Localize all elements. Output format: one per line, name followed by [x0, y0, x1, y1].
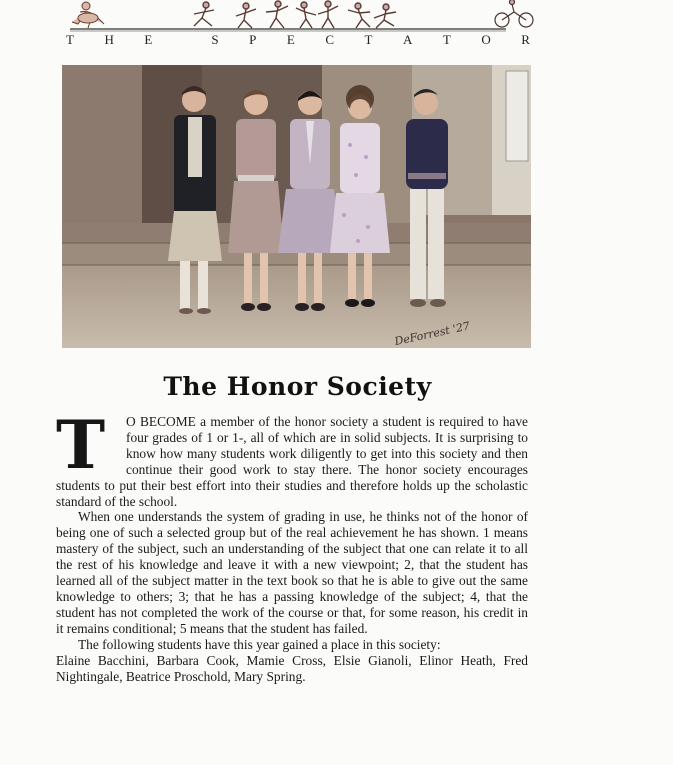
athlete-figures — [194, 1, 396, 28]
masthead-letter: P — [249, 32, 259, 47]
masthead-letter: H — [104, 32, 116, 47]
runner-left-figure — [72, 2, 104, 28]
article-title: The Honor Society — [163, 372, 432, 401]
masthead-letter: E — [286, 32, 297, 47]
group-photo — [62, 65, 531, 348]
page-header — [66, 0, 536, 56]
masthead-letter: A — [402, 32, 415, 47]
drop-cap: T — [56, 406, 106, 484]
masthead-letter: R — [521, 32, 532, 47]
masthead — [66, 32, 532, 48]
masthead-letter: T — [442, 32, 453, 47]
article-body — [56, 406, 528, 684]
member-names: Elaine Bacchini, Barbara Cook, Mamie Cross, Elsie Gianoli, Elinor Heath, Fred Nightingale, Beatrice Proschold, Mary Spring. — [56, 652, 528, 684]
paragraph-1 — [56, 406, 528, 509]
masthead-letter: C — [325, 32, 336, 47]
masthead-letter: O — [481, 32, 493, 47]
masthead-letter: T — [364, 32, 375, 47]
paragraph-3 — [56, 637, 528, 685]
paragraph-1-text: a member of the honor society a student is required to have four grades of 1 or 1-, all of which are in solid subjects. It is surprising to know how many students work diligently to get into this society and then continue their good work to stay there. The honor society encourages students to put their best effort into their studies and therefore holds up the scholastic standard of the school. — [56, 414, 528, 509]
masthead-letter: T — [66, 32, 76, 47]
lead-caps: O BECOME — [126, 414, 196, 429]
photo-signature: DeForrest '27 — [393, 319, 472, 348]
masthead-letter: S — [211, 32, 221, 47]
paragraph-3-intro: The following students have this year gained a place in this society: — [78, 636, 441, 652]
paragraph-2: When one understands the system of grading in use, he thinks not of the honor of being one of such a selected group but of the real achievement he has shown. 1 means mastery of the subject, such an understanding of the subject that one can relate it to all the rest of his knowledge and leave it with a new viewpoint; 2, that the student has learned all of the subject matter in the text book so that he is able to give out the same knowledge to others; 3; that he has a passing knowledge of the subject; 4, that the student has not completed the work of the course or that, for some reason, his credit in it remains conditional; 5 means that the student has failed. — [56, 509, 528, 636]
cyclist-right-figure — [495, 0, 533, 27]
masthead-letter: E — [144, 32, 155, 47]
